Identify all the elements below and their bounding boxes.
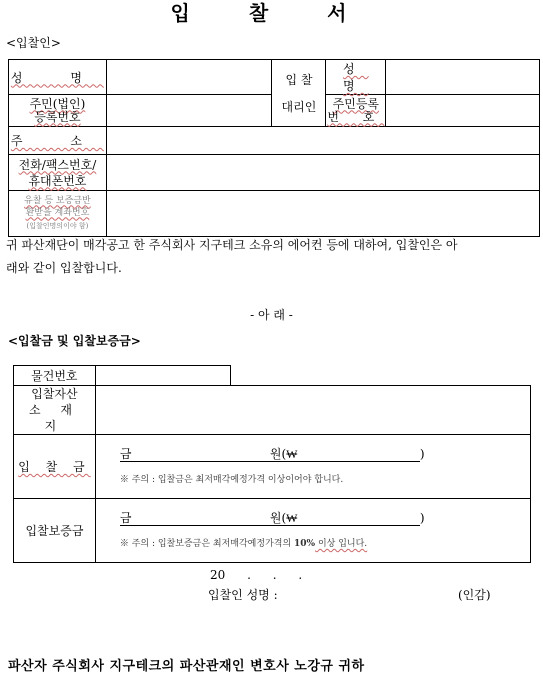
phone-field[interactable] [106, 155, 539, 191]
bid-money-close: ) [419, 447, 425, 461]
deposit-amount-line [120, 511, 425, 526]
reg-label-1: 주민(법인) [29, 96, 86, 111]
agent-name-field[interactable] [386, 60, 540, 95]
bid-table [13, 385, 531, 563]
bid-money-prefix: 금 [120, 447, 270, 462]
refund-label-1: 유찰 등 보증금반 [24, 195, 91, 206]
below-heading: - 아 래 - [250, 308, 293, 322]
phone-label-2: 휴대폰번호 [28, 173, 87, 188]
deposit-label-cell [14, 499, 96, 563]
agent-reg-label-1: 주민등록 [332, 96, 380, 111]
name-label-cell [9, 60, 107, 95]
refund-label-2: 환받을 계좌번호 [25, 207, 90, 218]
agent-label-1: 입 찰 [285, 73, 313, 87]
intro-line-1: 귀 파산재단이 매각공고 한 주식회사 지구테크 소유의 에어컨 등에 대하여, 입찰인은 아 [6, 238, 458, 252]
item-no-table [13, 365, 231, 386]
bid-amount-label-cell [14, 435, 96, 499]
name-label: 성 명 [10, 70, 104, 85]
asset-label-cell [14, 386, 96, 435]
asset-label-1: 입찰자산 [31, 387, 78, 401]
bid-amount-field[interactable] [95, 435, 530, 499]
refund-account-field[interactable] [106, 191, 539, 237]
document-title: 입 찰 서 [170, 1, 373, 25]
deposit-note-pct: 10% [294, 539, 316, 549]
bid-money-won: 원(₩ [270, 447, 420, 462]
reg-field[interactable] [106, 95, 272, 127]
date-text: 20 . . . [210, 568, 303, 582]
address-label-cell [9, 127, 107, 155]
intro-line-2: 래와 같이 입찰합니다. [6, 261, 122, 275]
agent-name-label: 성 명 [343, 62, 369, 93]
bid-note: ※ 주의 : 입찰금은 최저매각예정가격 이상이어야 합니다. [119, 475, 344, 485]
item-no-field[interactable] [95, 366, 230, 386]
seal-text: (인감) [458, 588, 491, 602]
phone-label-1: 전화/팩스번호/ [18, 157, 97, 172]
agent-reg-label-cell [326, 95, 386, 127]
agent-reg-field[interactable] [386, 95, 540, 127]
bid-amount-label: 입 찰 금 [18, 460, 91, 474]
deposit-note-pre: ※ 주의 : 입찰보증금은 최저매각예정가격의 [119, 539, 295, 549]
bidder-heading: <입찰인> [6, 36, 61, 50]
item-no-label: 물건번호 [31, 369, 78, 383]
bidder-table [8, 59, 540, 237]
signer-label: 입찰인 성명 : [208, 588, 278, 602]
address-field[interactable] [106, 127, 539, 155]
name-field[interactable] [106, 60, 272, 95]
agent-label-2: 대리인 [281, 100, 317, 114]
refund-label-3: (입찰인명의이야 함) [26, 221, 89, 230]
phone-label-cell [9, 155, 107, 191]
bid-amount-line [120, 447, 425, 462]
agent-name-label-cell [326, 60, 386, 95]
addressee: 파산자 주식회사 지구테크의 파산관재인 변호사 노강규 귀하 [8, 659, 365, 674]
refund-label-cell [9, 191, 107, 237]
deposit-amount-field[interactable] [95, 499, 530, 563]
item-no-label-cell [14, 366, 96, 386]
deposit-money-prefix: 금 [120, 511, 270, 526]
deposit-money-won: 원(₩ [270, 511, 420, 526]
address-label: 주 소 [10, 134, 104, 148]
deposit-label: 입찰보증금 [25, 524, 84, 538]
reg-label-2: 등록번호 [34, 109, 81, 124]
agent-label-cell [272, 60, 326, 127]
asset-label-2: 소 재 지 [28, 403, 80, 433]
deposit-money-close: ) [419, 511, 425, 525]
deposit-note [120, 537, 367, 551]
section-heading: <입찰금 및 입찰보증금> [8, 334, 141, 348]
agent-reg-label-2: 번 호 [327, 109, 385, 124]
asset-location-field[interactable] [95, 386, 530, 435]
reg-label-cell [9, 95, 107, 127]
deposit-note-post: 이상 입니다. [315, 539, 368, 549]
